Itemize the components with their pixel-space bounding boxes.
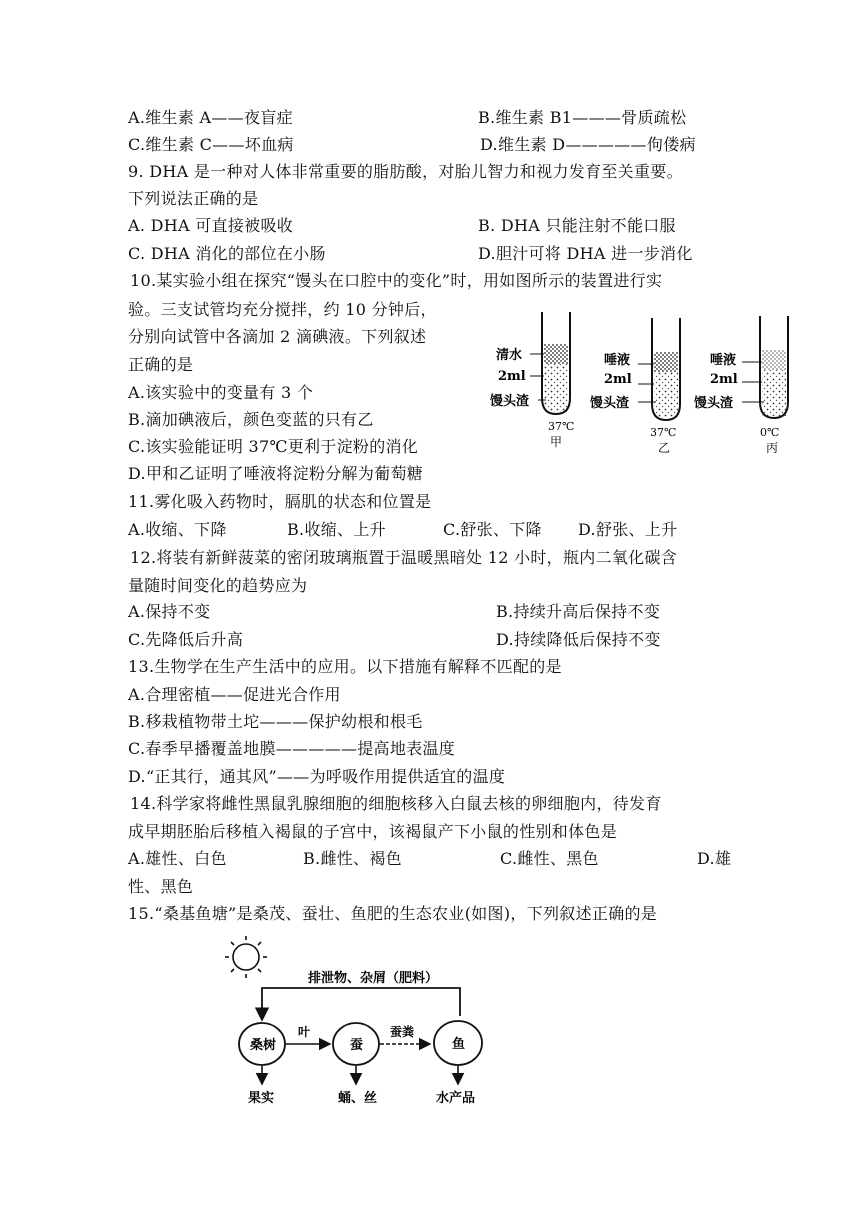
silk-label: 蛹、丝 bbox=[338, 1091, 378, 1106]
tube-jia-solid-label: 馒头渣 bbox=[490, 394, 530, 409]
q10-test-tube-figure bbox=[490, 306, 810, 458]
q14-option-d-part-2: 性、黑色 bbox=[128, 877, 194, 896]
q15-ecosystem-diagram bbox=[212, 932, 502, 1110]
silkworm-label: 蚕 bbox=[350, 1038, 364, 1053]
q9-stem-line-1: 9. DHA 是一种对人体非常重要的脂肪酸，对胎儿智力和视力发育至关重要。 bbox=[128, 162, 683, 181]
q10-stem-line-1: 10.某实验小组在探究“馒头在口腔中的变化”时，用如图所示的装置进行实 bbox=[130, 271, 663, 290]
q10-option-b: B.滴加碘液后，颜色变蓝的只有乙 bbox=[128, 410, 374, 429]
tube-yi bbox=[590, 318, 680, 455]
q14-stem-line-2: 成早期胚胎后移植入褐鼠的子宫中，该褐鼠产下小鼠的性别和体色是 bbox=[128, 822, 618, 841]
q12-option-d: D.持续降低后保持不变 bbox=[496, 630, 661, 649]
q11-option-d: D.舒张、上升 bbox=[578, 520, 678, 539]
q8-option-a: A.维生素 A——夜盲症 bbox=[128, 108, 293, 127]
water-layer bbox=[544, 344, 568, 364]
q11-stem: 11.雾化吸入药物时，膈肌的状态和位置是 bbox=[128, 492, 432, 511]
q10-option-c: C.该实验能证明 37℃更利于淀粉的消化 bbox=[128, 437, 419, 456]
fish-label: 鱼 bbox=[452, 1037, 466, 1052]
q14-option-c: C.雌性、黑色 bbox=[500, 849, 599, 868]
bread-residue bbox=[762, 370, 786, 416]
q12-stem-line-2: 量随时间变化的趋势应为 bbox=[128, 576, 308, 595]
q11-option-c: C.舒张、下降 bbox=[443, 520, 542, 539]
silkworm-waste-label: 蚕粪 bbox=[390, 1025, 415, 1039]
sun-icon bbox=[225, 936, 267, 978]
tube-bing-name-label: 丙 bbox=[766, 441, 779, 455]
q9-option-d: D.胆汁可将 DHA 进一步消化 bbox=[478, 244, 693, 263]
mulberry-label: 桑树 bbox=[250, 1038, 277, 1053]
leaf-arrow-label: 叶 bbox=[298, 1025, 311, 1039]
q9-option-b: B. DHA 只能注射不能口服 bbox=[478, 216, 676, 235]
q8-option-d: D.维生素 D—————佝偻病 bbox=[480, 135, 696, 154]
q10-stem-line-2: 验。三支试管均充分搅拌，约 10 分钟后， bbox=[128, 300, 437, 319]
q13-stem: 13.生物学在生产生活中的应用。以下措施有解释不匹配的是 bbox=[128, 657, 562, 676]
q14-option-b: B.雌性、褐色 bbox=[303, 849, 402, 868]
q11-option-b: B.收缩、上升 bbox=[287, 520, 386, 539]
feedback-label: 排泄物、杂屑（肥料） bbox=[308, 971, 439, 986]
q8-option-b: B.维生素 B1———骨质疏松 bbox=[478, 108, 687, 127]
q12-option-b: B.持续升高后保持不变 bbox=[496, 602, 661, 621]
tube-bing-volume-label: 2ml bbox=[710, 372, 738, 387]
q8-option-c: C.维生素 C——坏血病 bbox=[128, 135, 294, 154]
tube-bing-solid-label: 馒头渣 bbox=[694, 396, 734, 411]
q14-option-d-part-1: D.雄 bbox=[697, 849, 732, 868]
q13-option-d: D.“正其行，通其风”——为呼吸作用提供适宜的温度 bbox=[128, 767, 506, 786]
saliva-layer bbox=[762, 350, 786, 370]
q12-option-a: A.保持不变 bbox=[128, 602, 211, 621]
q10-option-a: A.该实验中的变量有 3 个 bbox=[128, 383, 314, 402]
q10-option-d: D.甲和乙证明了唾液将淀粉分解为葡萄糖 bbox=[128, 464, 424, 483]
aquatic-label: 水产品 bbox=[436, 1091, 476, 1106]
tube-yi-solid-label: 馒头渣 bbox=[590, 396, 630, 411]
tube-jia-name-label: 甲 bbox=[550, 435, 563, 449]
bread-residue bbox=[544, 364, 568, 412]
q9-option-c: C. DHA 消化的部位在小肠 bbox=[128, 244, 326, 263]
q13-option-c: C.春季早播覆盖地膜—————提高地表温度 bbox=[128, 739, 456, 758]
q14-option-a: A.雄性、白色 bbox=[128, 849, 227, 868]
fruit-label: 果实 bbox=[248, 1091, 275, 1106]
q10-stem-line-3: 分别向试管中各滴加 2 滴碘液。下列叙述 bbox=[128, 327, 427, 346]
q12-option-c: C.先降低后升高 bbox=[128, 630, 244, 649]
feedback-arrow bbox=[262, 988, 460, 1020]
q13-option-b: B.移栽植物带土坨———保护幼根和根毛 bbox=[128, 712, 423, 731]
tube-bing-liquid-label: 唾液 bbox=[710, 353, 737, 368]
tube-jia-temp-label: 37℃ bbox=[548, 420, 575, 433]
tube-jia bbox=[490, 312, 574, 449]
q11-option-a: A.收缩、下降 bbox=[128, 520, 227, 539]
q15-stem: 15.“桑基鱼塘”是桑茂、蚕壮、鱼肥的生态农业(如图)，下列叙述正确的是 bbox=[128, 904, 658, 923]
saliva-layer bbox=[654, 352, 678, 372]
tube-yi-temp-label: 37℃ bbox=[650, 426, 677, 439]
bread-residue bbox=[654, 372, 678, 418]
tube-yi-liquid-label: 唾液 bbox=[604, 353, 631, 368]
tube-bing bbox=[694, 316, 788, 455]
q10-stem-line-4: 正确的是 bbox=[128, 355, 194, 374]
q9-option-a: A. DHA 可直接被吸收 bbox=[128, 216, 294, 235]
tube-yi-volume-label: 2ml bbox=[604, 372, 632, 387]
q12-stem-line-1: 12.将装有新鲜菠菜的密闭玻璃瓶置于温暖黑暗处 12 小时，瓶内二氧化碳含 bbox=[130, 548, 678, 567]
tube-bing-temp-label: 0℃ bbox=[760, 426, 780, 439]
q14-stem-line-1: 14.科学家将雌性黑鼠乳腺细胞的细胞核移入白鼠去核的卵细胞内，待发育 bbox=[130, 794, 662, 813]
tube-jia-liquid-label: 清水 bbox=[496, 348, 523, 363]
tube-jia-volume-label: 2ml bbox=[498, 369, 526, 384]
tube-yi-name-label: 乙 bbox=[658, 441, 671, 455]
q9-stem-line-2: 下列说法正确的是 bbox=[128, 189, 259, 208]
q13-option-a: A.合理密植——促进光合作用 bbox=[128, 685, 341, 704]
